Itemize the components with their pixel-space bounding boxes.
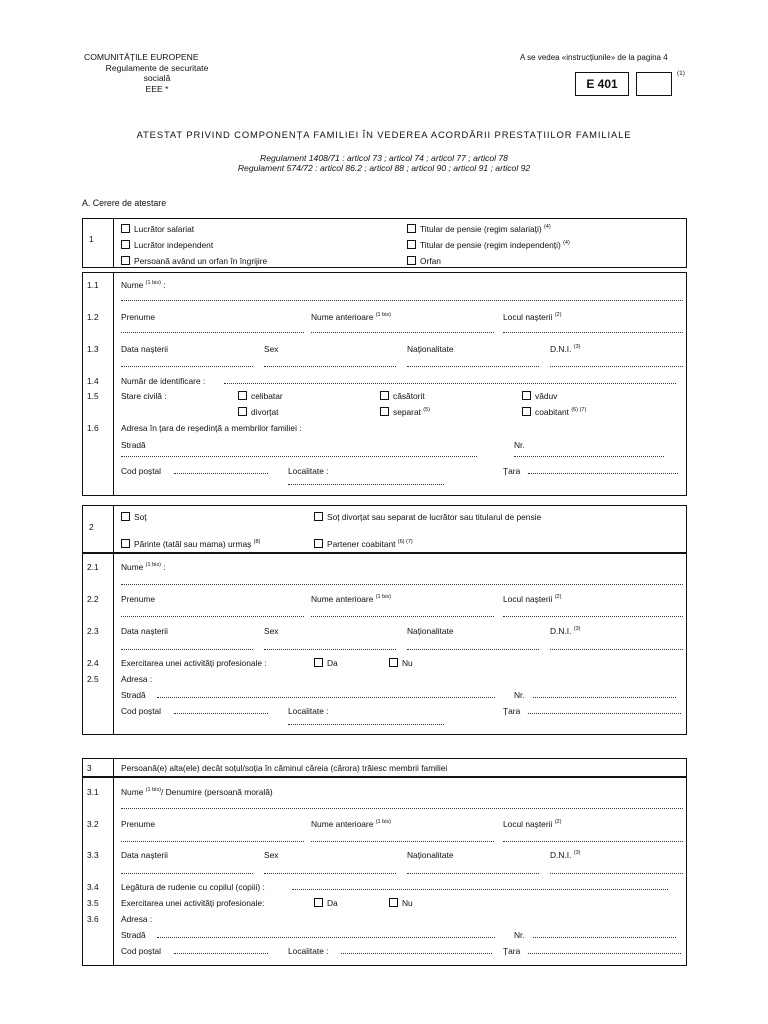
tara-label: Țara [503,706,521,716]
localitate-label: Localitate : [288,946,329,956]
strada-label: Stradă [121,440,146,450]
stare-civila-label: Stare civilă : [121,391,167,401]
tara-label: Țara [503,946,521,956]
localitate-field[interactable] [341,953,492,954]
dni-label: D.N.I. $^{(3)}$ [550,850,581,860]
nr-field[interactable] [514,456,664,457]
block-2-details [82,553,687,735]
data-nasterii-label: Data nașterii [121,344,169,354]
block-number: 2 [89,522,94,532]
cod-postal-label: Cod poștal [121,706,162,716]
row-number: 2.4 [87,658,99,668]
nationalitate-label: Naționalitate [407,850,454,860]
row-number: 3.2 [87,819,99,829]
nume-anterioare-field[interactable] [311,616,494,617]
row-number: 2.1 [87,562,99,572]
checkbox[interactable] [380,407,389,416]
strada-label: Stradă [121,690,146,700]
cod-postal-label: Cod poștal [121,466,162,476]
checkbox[interactable] [389,898,398,907]
dni-label: D.N.I. $^{(3)}$ [550,344,581,354]
nume-denumire-label: Nume $^{(1 bis)}$/ Denumire (persoană morală) [121,787,273,797]
checkbox[interactable] [407,224,416,233]
data-nasterii-label: Data nașterii [121,626,169,636]
nume-anterioare-label: Nume anterioare $^{(1 bis)}$ [311,312,391,322]
locul-nasterii-field[interactable] [503,616,683,617]
row-number: 2.5 [87,674,99,684]
checkbox[interactable] [380,391,389,400]
row-number: 3.4 [87,882,99,892]
option-vaduv[interactable]: văduv [522,391,557,401]
adresa-label: Adresa în țara de reședință a membrilor familiei : [121,423,302,433]
option-nu[interactable]: Nu [389,898,413,908]
issuer-line: EEE * [145,83,169,94]
checkbox[interactable] [121,512,130,521]
option-coabitant[interactable]: coabitant $^{(6) (7)}$ [522,407,586,417]
checkbox[interactable] [389,658,398,667]
issuer-line: Regulamente de securitate [105,62,209,73]
legatura-rudenie-field[interactable] [292,889,668,890]
row-number: 1.5 [87,391,99,401]
option-da[interactable]: Da [314,658,338,668]
checkbox[interactable] [238,391,247,400]
form-suffix-field[interactable] [636,72,672,96]
dni-label: D.N.I. $^{(3)}$ [550,626,581,636]
option-casatorit[interactable]: căsătorit [380,391,425,401]
checkbox[interactable] [121,539,130,548]
option-pensie-independenti[interactable]: Titular de pensie (regim independenți) $^{(4)}$ [407,240,570,250]
sex-label: Sex [264,850,279,860]
checkbox[interactable] [121,224,130,233]
localitate-label: Localitate : [288,706,329,716]
prenume-label: Prenume [121,312,155,322]
dni-field[interactable] [550,366,683,367]
option-divortat[interactable]: divorțat [238,407,278,417]
row-number: 1.6 [87,423,99,433]
section-heading: A. Cerere de atestare [82,198,167,208]
nume-field[interactable] [121,300,683,301]
checkbox[interactable] [522,407,531,416]
sex-field[interactable] [264,649,396,650]
instructions-note: A se vedea «instrucțiunile» de la pagina 4 [520,53,668,62]
option-nu[interactable]: Nu [389,658,413,668]
option-pensie-salariati[interactable]: Titular de pensie (regim salariați) $^{(4)}$ [407,224,551,234]
nume-anterioare-label: Nume anterioare $^{(1 bis)}$ [311,594,391,604]
row-number: 1.2 [87,312,99,322]
row-number: 3.5 [87,898,99,908]
dni-field[interactable] [550,649,683,650]
strada-field[interactable] [157,697,495,698]
numar-identificare-field[interactable] [224,383,676,384]
adresa-label: Adresa : [121,914,153,924]
localitate-label: Localitate : [288,466,329,476]
locul-nasterii-label: Locul nașterii $^{(2)}$ [503,594,562,604]
locul-nasterii-label: Locul nașterii $^{(2)}$ [503,312,562,322]
nume-field[interactable] [121,584,683,585]
locul-nasterii-label: Locul nașterii $^{(2)}$ [503,819,562,829]
activitate-label: Exercitarea unei activități profesionale: [121,898,265,908]
checkbox[interactable] [238,407,247,416]
activitate-label: Exercitarea unei activități profesionale : [121,658,267,668]
nume-label: Nume $^{(1 bis)}$ : [121,562,166,572]
nationalitate-field[interactable] [407,366,539,367]
tara-field[interactable] [528,713,681,714]
divider [113,272,114,496]
data-nasterii-field[interactable] [121,873,253,874]
divider [113,553,114,735]
issuer-block [82,52,232,94]
nationalitate-label: Naționalitate [407,626,454,636]
option-da[interactable]: Da [314,898,338,908]
regulation-line: Regulament 574/72 : articol 86.2 ; articol 88 ; articol 90 ; articol 91 ; articol 92 [237,163,531,173]
tara-label: Țara [503,466,521,476]
divider [113,758,114,777]
cod-postal-field[interactable] [174,713,268,714]
data-nasterii-field[interactable] [121,649,253,650]
tara-field[interactable] [528,953,681,954]
checkbox[interactable] [314,512,323,521]
nume-field[interactable] [121,808,683,809]
cod-postal-field[interactable] [174,953,268,954]
divider [113,505,114,553]
row-number: 1.1 [87,280,99,290]
row-number: 1.3 [87,344,99,354]
row-number: 3.1 [87,787,99,797]
document-title: ATESTAT PRIVIND COMPONENȚA FAMILIEI ÎN VEDEREA ACORDĂRII PRESTAȚIILOR FAMILIALE [136,129,632,140]
tara-field[interactable] [528,473,678,474]
nume-anterioare-label: Nume anterioare $^{(1 bis)}$ [311,819,391,829]
cod-postal-field[interactable] [174,473,268,474]
legatura-rudenie-label: Legătura de rudenie cu copilul (copiii) : [121,882,265,892]
nume-label: Nume $^{(1 bis)}$ : [121,280,166,290]
locul-nasterii-field[interactable] [503,332,683,333]
sex-label: Sex [264,626,279,636]
option-orfan[interactable]: Orfan [407,256,441,266]
localitate-field[interactable] [288,724,444,725]
cod-postal-label: Cod poștal [121,946,162,956]
nr-label: Nr. [514,930,525,940]
block-number: 1 [89,234,94,244]
nume-anterioare-field[interactable] [311,841,494,842]
numar-identificare-label: Număr de identificare : [121,376,206,386]
nationalitate-label: Naționalitate [407,344,454,354]
option-separat[interactable]: separat $^{(5)}$ [380,407,430,417]
option-sot-divortat[interactable]: Soț divorțat sau separat de lucrător sau titularul de pensie [314,512,541,522]
regulation-line: Regulament 1408/71 : articol 73 ; articol 74 ; articol 77 ; articol 78 [260,153,508,163]
nr-label: Nr. [514,690,525,700]
form-note: (1) [677,70,685,77]
nr-field[interactable] [533,697,676,698]
option-partener-coabitant[interactable]: Partener coabitant $^{(6) (7)}$ [314,539,413,549]
option-lucrator-independent[interactable]: Lucrător independent [121,240,213,250]
option-persoana-orfan[interactable]: Persoană având un orfan în îngrijire [121,256,267,266]
prenume-label: Prenume [121,594,155,604]
strada-field[interactable] [121,456,477,457]
prenume-field[interactable] [121,841,304,842]
row-number: 2.3 [87,626,99,636]
checkbox[interactable] [407,256,416,265]
row-number: 3.3 [87,850,99,860]
prenume-label: Prenume [121,819,155,829]
divider [113,777,114,966]
adresa-label: Adresa : [121,674,153,684]
prenume-field[interactable] [121,332,304,333]
block-number: 3 [87,763,92,773]
strada-label: Stradă [121,930,146,940]
nume-anterioare-field[interactable] [311,332,494,333]
checkbox[interactable] [121,240,130,249]
row-number: 2.2 [87,594,99,604]
option-celibatar[interactable]: celibatar [238,391,283,401]
form-code: E 401 [575,72,629,96]
prenume-field[interactable] [121,616,304,617]
issuer-line: COMUNITĂȚILE EUROPENE [84,52,199,62]
nr-field[interactable] [533,937,676,938]
dni-field[interactable] [550,873,683,874]
localitate-field[interactable] [288,484,444,485]
checkbox[interactable] [522,391,531,400]
strada-field[interactable] [157,937,495,938]
sex-field[interactable] [264,873,396,874]
divider [113,218,114,268]
sex-field[interactable] [264,366,396,367]
checkbox[interactable] [407,240,416,249]
option-parinte-urmas[interactable]: Părinte (tatăl sau mama) urmaș $^{(8)}$ [121,539,260,549]
row-number: 3.6 [87,914,99,924]
locul-nasterii-field[interactable] [503,841,683,842]
checkbox[interactable] [121,256,130,265]
data-nasterii-field[interactable] [121,366,253,367]
checkbox[interactable] [314,898,323,907]
option-lucrator-salariat[interactable]: Lucrător salariat [121,224,194,234]
sex-label: Sex [264,344,279,354]
row-number: 1.4 [87,376,99,386]
checkbox[interactable] [314,658,323,667]
block-3-heading: Persoană(e) alta(ele) decât soțul/soția în căminul căreia (cărora) trăiesc membrii familiei [121,763,448,773]
option-sot[interactable]: Soț [121,512,147,522]
nationalitate-field[interactable] [407,649,539,650]
data-nasterii-label: Data nașterii [121,850,169,860]
nationalitate-field[interactable] [407,873,539,874]
checkbox[interactable] [314,539,323,548]
issuer-line: socială [143,73,171,83]
nr-label: Nr. [514,440,525,450]
